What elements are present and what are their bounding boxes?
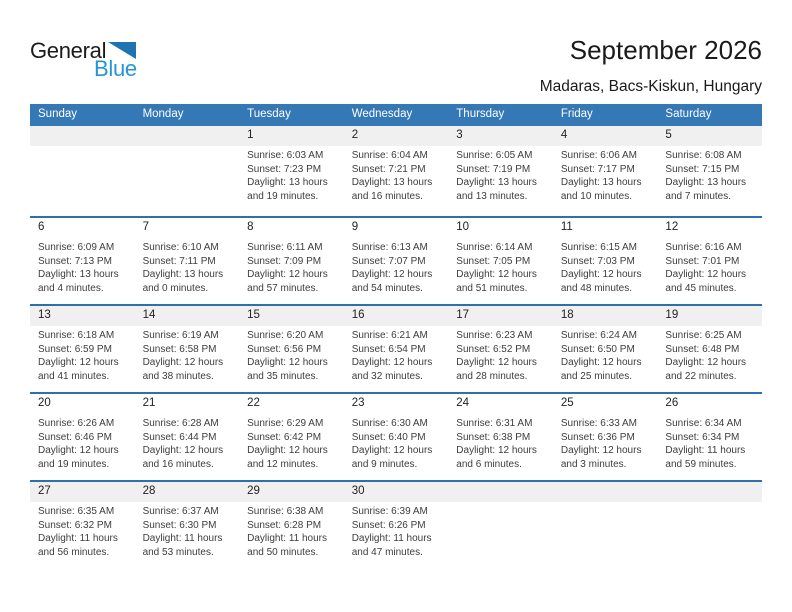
sunset-line: Sunset: 7:19 PM [456, 163, 531, 175]
sunrise-line: Sunrise: 6:23 AM [456, 330, 533, 341]
page-subtitle: Madaras, Bacs-Kiskun, Hungary [539, 77, 762, 95]
sunrise-line: Sunrise: 6:19 AM [142, 330, 219, 341]
daylight-line-1: Daylight: 12 hours [665, 357, 747, 369]
sunrise-line: Sunrise: 6:39 AM [351, 506, 428, 517]
sunrise-line: Sunrise: 6:30 AM [351, 418, 428, 429]
sunrise-line: Sunrise: 6:11 AM [247, 242, 323, 253]
day-number: 18 [553, 306, 658, 326]
daylight-line-2: and 32 minutes. [351, 370, 423, 382]
sunrise-line: Sunrise: 6:38 AM [247, 506, 324, 517]
sunrise-line: Sunrise: 6:31 AM [456, 418, 533, 429]
daylight-line-1: Daylight: 11 hours [38, 533, 118, 545]
daylight-line-1: Daylight: 12 hours [560, 445, 642, 457]
daylight-line-2: and 16 minutes. [351, 190, 423, 202]
daylight-line-2: and 13 minutes. [456, 190, 528, 202]
sunset-line: Sunset: 6:30 PM [142, 519, 217, 531]
daylight-line-2: and 9 minutes. [351, 458, 418, 470]
sunrise-line: Sunrise: 6:16 AM [665, 242, 742, 253]
daylight-line-2: and 19 minutes. [247, 190, 319, 202]
daylight-line-2: and 47 minutes. [351, 546, 423, 558]
daylight-line-2: and 0 minutes. [142, 282, 209, 294]
daylight-line-1: Daylight: 11 hours [142, 533, 223, 545]
sunset-line: Sunset: 6:28 PM [247, 519, 322, 531]
day-sun-info [553, 414, 658, 471]
day-number: 7 [142, 221, 149, 233]
daylight-line-1: Daylight: 13 hours [38, 269, 119, 281]
sunset-line: Sunset: 6:32 PM [38, 519, 112, 531]
day-sun-info [239, 146, 344, 203]
daylight-line-1: Daylight: 12 hours [142, 445, 224, 457]
day-cell-15 [239, 306, 344, 392]
day-number: 22 [247, 397, 260, 409]
sunrise-line: Sunrise: 6:08 AM [665, 150, 742, 161]
day-cell-20 [30, 394, 135, 480]
day-cell-4 [553, 126, 658, 216]
day-sun-info [657, 146, 762, 203]
day-sun-info [657, 414, 762, 471]
week-row-2 [30, 216, 762, 304]
day-cell-18 [553, 306, 658, 392]
week-row-1 [30, 126, 762, 216]
daylight-line-1: Daylight: 11 hours [351, 533, 432, 545]
sunset-line: Sunset: 6:50 PM [560, 343, 635, 355]
day-number: 21 [142, 397, 156, 409]
sunset-line: Sunset: 6:44 PM [142, 431, 217, 443]
daylight-line-2: and 48 minutes. [560, 282, 633, 294]
sunset-line: Sunset: 6:56 PM [247, 343, 322, 355]
day-cell-22 [239, 394, 344, 480]
day-cell-1 [239, 126, 344, 216]
day-number-empty [135, 126, 240, 146]
daylight-line-2: and 53 minutes. [142, 546, 214, 558]
daylight-line-2: and 51 minutes. [456, 282, 528, 294]
day-number: 27 [30, 482, 135, 502]
day-sun-info [344, 326, 449, 383]
day-sun-info [135, 414, 240, 471]
day-cell-empty [30, 126, 135, 216]
daylight-line-1: Daylight: 12 hours [456, 357, 537, 369]
day-cell-19 [657, 306, 762, 392]
daylight-line-1: Daylight: 13 hours [665, 177, 747, 189]
daylight-line-2: and 16 minutes. [142, 458, 214, 470]
sunset-line: Sunset: 7:01 PM [665, 255, 740, 267]
daylight-line-2: and 3 minutes. [560, 458, 627, 470]
day-sun-info [344, 502, 449, 559]
daylight-line-1: Daylight: 12 hours [456, 445, 537, 457]
daylight-line-2: and 25 minutes. [560, 370, 633, 382]
day-sun-info [553, 238, 658, 295]
daylight-line-2: and 38 minutes. [142, 370, 214, 382]
daylight-line-1: Daylight: 12 hours [456, 269, 537, 281]
day-cell-25 [553, 394, 658, 480]
day-number: 9 [351, 221, 359, 233]
day-number: 15 [239, 306, 344, 326]
day-sun-info [448, 414, 553, 471]
day-sun-info [30, 238, 135, 295]
general-blue-logo [30, 40, 160, 80]
day-number: 16 [344, 306, 449, 326]
day-cell-6 [30, 218, 135, 304]
daylight-line-2: and 50 minutes. [247, 546, 319, 558]
sunset-line: Sunset: 7:05 PM [456, 255, 531, 267]
day-cell-29 [239, 482, 344, 568]
day-cell-23 [344, 394, 449, 480]
daylight-line-2: and 41 minutes. [38, 370, 110, 382]
day-cell-9 [344, 218, 449, 304]
day-number: 26 [665, 397, 679, 409]
day-number-empty [30, 126, 135, 146]
day-number: 20 [38, 397, 51, 409]
day-cell-5 [657, 126, 762, 216]
day-number: 11 [560, 221, 573, 233]
sunrise-line: Sunrise: 6:21 AM [351, 330, 428, 341]
daylight-line-1: Daylight: 12 hours [665, 269, 747, 281]
day-number: 2 [344, 126, 449, 146]
daylight-line-1: Daylight: 12 hours [247, 269, 328, 281]
sunset-line: Sunset: 6:36 PM [560, 431, 635, 443]
week-row-5 [30, 480, 762, 568]
sunrise-line: Sunrise: 6:03 AM [247, 150, 324, 161]
day-cell-30 [344, 482, 449, 568]
day-cell-12 [657, 218, 762, 304]
sunset-line: Sunset: 7:17 PM [560, 163, 635, 175]
day-cell-3 [448, 126, 553, 216]
day-number: 13 [30, 306, 135, 326]
sunset-line: Sunset: 6:46 PM [38, 431, 112, 443]
day-sun-info [239, 502, 344, 559]
sunrise-line: Sunrise: 6:09 AM [38, 242, 115, 253]
logo-text-general: General [30, 38, 107, 63]
daylight-line-2: and 6 minutes. [456, 458, 522, 470]
sunrise-line: Sunrise: 6:15 AM [560, 242, 637, 253]
sunrise-line: Sunrise: 6:10 AM [142, 242, 219, 253]
daylight-line-2: and 12 minutes. [247, 458, 319, 470]
day-sun-info [553, 326, 658, 383]
day-cell-11 [553, 218, 658, 304]
day-number: 30 [344, 482, 449, 502]
daylight-line-1: Daylight: 13 hours [351, 177, 433, 189]
sunset-line: Sunset: 7:11 PM [142, 255, 216, 267]
day-cell-7 [135, 218, 240, 304]
day-sun-info [344, 238, 449, 295]
daylight-line-2: and 4 minutes. [38, 282, 104, 294]
daylight-line-1: Daylight: 12 hours [38, 357, 119, 369]
weekday-header-monday: Monday [142, 108, 184, 120]
day-sun-info [135, 502, 240, 559]
day-number: 19 [657, 306, 762, 326]
daylight-line-1: Daylight: 13 hours [560, 177, 642, 189]
sunset-line: Sunset: 6:34 PM [665, 431, 740, 443]
day-number: 1 [239, 126, 344, 146]
daylight-line-1: Daylight: 12 hours [560, 357, 642, 369]
sunrise-line: Sunrise: 6:05 AM [456, 150, 533, 161]
day-sun-info [657, 326, 762, 383]
weekday-header-friday: Friday [560, 108, 593, 120]
daylight-line-1: Daylight: 13 hours [247, 177, 328, 189]
weekday-header-saturday: Saturday [665, 108, 712, 120]
calendar-weeks [30, 126, 762, 568]
day-number: 23 [351, 397, 365, 409]
sunrise-line: Sunrise: 6:06 AM [560, 150, 637, 161]
day-sun-info [135, 238, 240, 295]
day-cell-21 [135, 394, 240, 480]
sunset-line: Sunset: 6:59 PM [38, 343, 112, 355]
day-number: 12 [665, 221, 679, 233]
daylight-line-2: and 28 minutes. [456, 370, 528, 382]
sunset-line: Sunset: 6:26 PM [351, 519, 426, 531]
daylight-line-1: Daylight: 12 hours [142, 357, 224, 369]
day-number: 14 [135, 306, 240, 326]
day-cell-13 [30, 306, 135, 392]
sunrise-line: Sunrise: 6:20 AM [247, 330, 324, 341]
day-cell-17 [448, 306, 553, 392]
day-number: 25 [560, 397, 574, 409]
sunset-line: Sunset: 6:52 PM [456, 343, 531, 355]
sunset-line: Sunset: 7:23 PM [247, 163, 322, 175]
sunset-line: Sunset: 7:21 PM [351, 163, 426, 175]
daylight-line-1: Daylight: 12 hours [247, 357, 328, 369]
title-block [540, 36, 762, 96]
day-cell-empty [135, 126, 240, 216]
day-number: 3 [448, 126, 553, 146]
day-cell-28 [135, 482, 240, 568]
sunrise-line: Sunrise: 6:28 AM [142, 418, 219, 429]
weekday-header-tuesday: Tuesday [247, 108, 291, 120]
day-number: 29 [239, 482, 344, 502]
daylight-line-2: and 7 minutes. [665, 190, 732, 202]
day-cell-2 [344, 126, 449, 216]
day-number-empty [553, 482, 658, 502]
day-number: 8 [247, 221, 254, 233]
day-sun-info [344, 414, 449, 471]
sunrise-line: Sunrise: 6:26 AM [38, 418, 115, 429]
sunset-line: Sunset: 7:03 PM [560, 255, 635, 267]
day-cell-16 [344, 306, 449, 392]
day-cell-10 [448, 218, 553, 304]
day-sun-info [448, 146, 553, 203]
daylight-line-2: and 57 minutes. [247, 282, 319, 294]
daylight-line-1: Daylight: 12 hours [351, 445, 433, 457]
daylight-line-1: Daylight: 12 hours [560, 269, 642, 281]
daylight-line-2: and 22 minutes. [665, 370, 737, 382]
page-title: September 2026 [569, 35, 762, 65]
day-sun-info [239, 326, 344, 383]
day-sun-info [448, 326, 553, 383]
day-cell-empty [657, 482, 762, 568]
weekday-header-row [30, 104, 762, 126]
daylight-line-2: and 59 minutes. [665, 458, 737, 470]
day-cell-26 [657, 394, 762, 480]
day-cell-14 [135, 306, 240, 392]
day-cell-27 [30, 482, 135, 568]
sunrise-line: Sunrise: 6:37 AM [142, 506, 219, 517]
day-number: 6 [38, 221, 45, 233]
daylight-line-1: Daylight: 13 hours [142, 269, 224, 281]
sunrise-line: Sunrise: 6:24 AM [560, 330, 637, 341]
day-sun-info [239, 238, 344, 295]
daylight-line-2: and 56 minutes. [38, 546, 110, 558]
sunrise-line: Sunrise: 6:25 AM [665, 330, 742, 341]
day-cell-24 [448, 394, 553, 480]
logo-text-blue: Blue [94, 56, 137, 81]
day-number: 17 [448, 306, 553, 326]
day-sun-info [239, 414, 344, 471]
daylight-line-1: Daylight: 12 hours [38, 445, 119, 457]
day-sun-info [448, 238, 553, 295]
sunset-line: Sunset: 6:54 PM [351, 343, 426, 355]
day-number: 10 [456, 221, 470, 233]
sunset-line: Sunset: 7:15 PM [665, 163, 740, 175]
day-number: 5 [657, 126, 762, 146]
sunrise-line: Sunrise: 6:04 AM [351, 150, 428, 161]
daylight-line-2: and 10 minutes. [560, 190, 633, 202]
daylight-line-1: Daylight: 11 hours [665, 445, 746, 457]
day-number: 28 [135, 482, 240, 502]
day-sun-info [30, 414, 135, 471]
sunrise-line: Sunrise: 6:35 AM [38, 506, 115, 517]
daylight-line-2: and 45 minutes. [665, 282, 737, 294]
daylight-line-1: Daylight: 12 hours [247, 445, 328, 457]
daylight-line-1: Daylight: 12 hours [351, 357, 433, 369]
sunrise-line: Sunrise: 6:34 AM [665, 418, 742, 429]
sunset-line: Sunset: 6:58 PM [142, 343, 217, 355]
sunset-line: Sunset: 6:40 PM [351, 431, 426, 443]
week-row-3 [30, 304, 762, 392]
weekday-header-wednesday: Wednesday [351, 108, 413, 120]
day-number-empty [657, 482, 762, 502]
sunrise-line: Sunrise: 6:14 AM [456, 242, 533, 253]
weekday-header-thursday: Thursday [456, 108, 505, 120]
daylight-line-2: and 54 minutes. [351, 282, 423, 294]
sunset-line: Sunset: 6:48 PM [665, 343, 740, 355]
day-sun-info [135, 326, 240, 383]
sunrise-line: Sunrise: 6:33 AM [560, 418, 637, 429]
day-sun-info [344, 146, 449, 203]
sunset-line: Sunset: 7:07 PM [351, 255, 426, 267]
day-number: 24 [456, 397, 470, 409]
sunset-line: Sunset: 7:09 PM [247, 255, 322, 267]
daylight-line-2: and 35 minutes. [247, 370, 319, 382]
daylight-line-1: Daylight: 11 hours [247, 533, 327, 545]
daylight-line-1: Daylight: 12 hours [351, 269, 433, 281]
daylight-line-2: and 19 minutes. [38, 458, 110, 470]
sunset-line: Sunset: 6:38 PM [456, 431, 531, 443]
weekday-header-sunday: Sunday [38, 108, 78, 120]
day-cell-8 [239, 218, 344, 304]
sunrise-line: Sunrise: 6:13 AM [351, 242, 428, 253]
day-number-empty [448, 482, 553, 502]
sunset-line: Sunset: 7:13 PM [38, 255, 112, 267]
day-number: 4 [553, 126, 658, 146]
sunrise-line: Sunrise: 6:18 AM [38, 330, 115, 341]
daylight-line-1: Daylight: 13 hours [456, 177, 537, 189]
sunset-line: Sunset: 6:42 PM [247, 431, 322, 443]
calendar-table [30, 104, 762, 568]
day-sun-info [553, 146, 658, 203]
sunrise-line: Sunrise: 6:29 AM [247, 418, 324, 429]
week-row-4 [30, 392, 762, 480]
day-cell-empty [448, 482, 553, 568]
day-sun-info [657, 238, 762, 295]
day-cell-empty [553, 482, 658, 568]
day-sun-info [30, 502, 135, 559]
day-sun-info [30, 326, 135, 383]
